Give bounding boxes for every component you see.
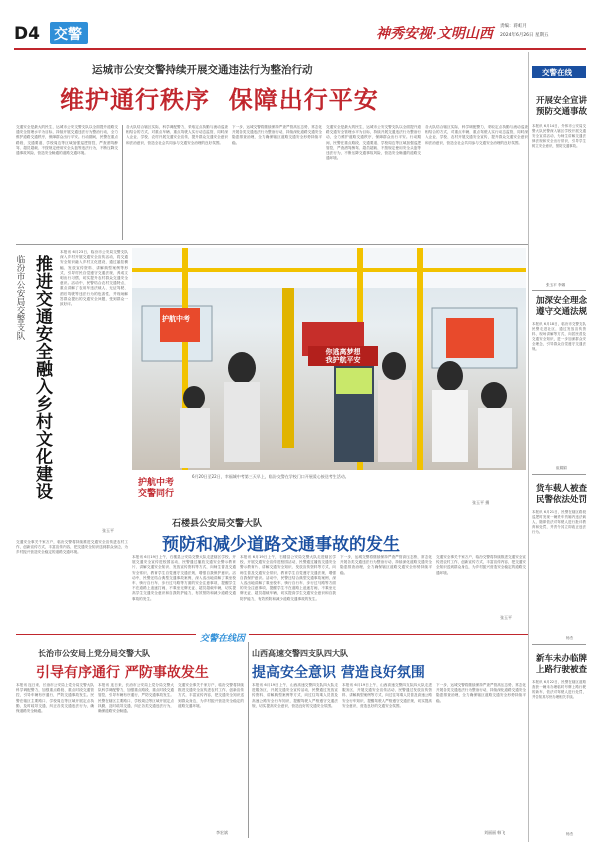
section-badge xyxy=(50,22,88,44)
bottom-right-col-1: 本报讯 6月19日上午，山西高速交警四支队四大队走进服务区，开展交通安全宣传活动，民警通过发放宣传资料、讲解典型案例等方式，向过往驾乘人员普及高速公路安全行车知识，提醒驾驶人严格遵守交通法规，切实提高安全意识，营造良好的交通安全氛围。 xyxy=(252,683,338,708)
bottom-left-title: 引导有序通行 严防事故发生 xyxy=(36,665,209,681)
bus-photo xyxy=(132,248,526,470)
photo-caption-author: 张玉平 摄 xyxy=(472,500,490,505)
bottom-divider xyxy=(248,642,249,838)
mid-story-col-4: 交通安全事关千家万户，临汾交警将持续推进交通安全宣传进农村工作，创新宣传方式，丰富宣传内容，把交通安全知识送到群众身边，为乡村振兴营造安全稳定的道路交通环境。 xyxy=(436,555,526,575)
sidebar-item-1-body: 本报讯 6月14日，介休市公安局交警大队民警深入辖区学校开展交通安全宣讲活动，为师生讲解交通法律法规和安全出行常识，引导学生树立安全意识，预防交通事故。 xyxy=(532,124,586,148)
left-story-rule xyxy=(16,244,528,245)
sidebar-rule-2 xyxy=(532,474,586,475)
photo-banner-main: 你逃离梦想 我护航平安 xyxy=(308,346,378,366)
photo-caption-text: 6月20日至22日，幸福城中考第三天早上，临汾交警在学校门口开展爱心接送考生活动。 xyxy=(192,474,349,479)
sidebar-rule-3 xyxy=(532,644,586,645)
bottom-left-author: 李宏斌 xyxy=(216,830,228,835)
bottom-right-subtitle: 山西高速交警四支队四大队 xyxy=(252,649,348,658)
section-label: 交警 xyxy=(54,27,82,43)
sidebar-item-2-author: 崔娟娟 xyxy=(556,466,567,470)
lead-column-4: 交通安全是最大的民生，运城市公安交警支队以全面提升道路交通安全管理水平为目标，持续开展交通违法行为整治行动，全力维护道路交通秩序，保障群众出行平安。行动期间，民警在重点路段、交通要道、学校周边等区域加强巡逻管控，严查酒驾醉驾、超员超载、不按规定使用安全头盔等违法行为，不断压降交通事故风险，营造安全畅通的道路交通环境。 xyxy=(326,125,421,161)
bottom-right-col-2: 本报讯 6月19日上午，山西高速交警四支队四大队走进服务区，开展交通安全宣传活动，民警通过发放宣传资料、讲解典型案例等方式，向过往驾乘人员普及高速公路安全行车知识，提醒驾驶人严格遵守交通法规，切实提高安全意识，营造良好的交通安全氛围。 xyxy=(342,683,432,708)
photo-caption-title: 护航中考 交警同行 xyxy=(138,478,175,499)
brand-logo: 神秀安视·文明山西 xyxy=(376,26,493,42)
lead-column-5: 各大队结合辖区实际，科学调配警力，采取定点执勤与流动巡查相结合的方式，对重点车辆、重点驾驶人实行动态监管，同时深入企业、学校、农村开展交通安全宣传，提升群众交通安全意识和法治意识，营造全社会共同参与交通安全治理的良好氛围。 xyxy=(425,125,528,145)
sidebar-label: 交警在线 xyxy=(542,68,572,77)
sidebar-item-3-title: 货车载人被查 民警依法处罚 xyxy=(536,484,588,505)
sidebar-item-1-author: 张玉平 李娜 xyxy=(546,283,566,287)
sidebar-item-4-title: 新车未办临牌 上路行驶被查 xyxy=(536,654,588,675)
lead-subtitle: 运城市公安交警持续开展交通违法行为整治行动 xyxy=(92,64,313,76)
bottom-right-col-3: 下一步，运城交警将继续保持严查严管高压态势，常态化开展各类交通违法行为整治行动，持续深化道路交通安全隐患排查治理，全力确保辖区道路交通安全形势持续平稳。 xyxy=(436,683,526,703)
left-story-author: 张玉平 xyxy=(102,528,114,533)
lead-column-1: 交通安全是最大的民生，运城市公安交警支队以全面提升道路交通安全管理水平为目标，持续开展交通违法行为整治行动，全力维护道路交通秩序，保障群众出行平安。行动期间，民警在重点路段、交通要道、学校周边等区域加强巡逻管控，严查酒驾醉驾、超员超载、不按规定使用安全头盔等违法行为，不断压降交通事故风险，营造安全畅通的道路交通环境。 xyxy=(16,125,118,156)
lead-title: 维护通行秩序 保障出行平安 xyxy=(60,86,379,114)
sidebar-item-3-author: 杨杰 xyxy=(566,636,574,640)
lead-column-2: 各大队结合辖区实际，科学调配警力，采取定点执勤与流动巡查相结合的方式，对重点车辆、重点驾驶人实行动态监管，同时深入企业、学校、农村开展交通安全宣传，提升群众交通安全意识和法治意识，营造全社会共同参与交通安全治理的良好氛围。 xyxy=(126,125,228,145)
page-number: D4 xyxy=(14,24,40,44)
bottom-left-col-2: 本报讯 连日来，长治市公安局上党分局交警大队科学调配警力，加强重点路段、重点时段交通管控，引导车辆有序通行，严防交通事故发生。民警在辖区主要路口、学校周边等区域开展定点执勤，及时疏导交通，纠正各类交通违法行为，确保道路安全畅通。 xyxy=(98,683,174,714)
bottom-left-col-3: 交通安全事关千家万户，临汾交警将持续推进交通安全宣传进农村工作，创新宣传方式，丰富宣传内容，把交通安全知识送到群众身边，为乡村振兴营造安全稳定的道路交通环境。 xyxy=(178,683,244,708)
photo-caption-box xyxy=(132,470,526,510)
sidebar-item-1-title: 开展安全宣讲 预防交通事故 xyxy=(536,96,588,117)
left-story-body: 本报讯 6月23日，临汾市公安局交警支队深入乡村开展交通安全宣传活动，将交通安全知识融入乡村文化建设，通过悬挂横幅、发放宣传资料、讲解典型案例等形式，引导村民自觉遵守交通法规，养成文明出行习惯，切实提升农村群众交通安全意识。活动中，民警结合农村交通特点，重点讲解了农用车违法载人、无证驾驶、酒后驾驶等违法行为的危害性，并现场解答群众提出的交通安全问题，受到群众一致好评。 xyxy=(60,250,128,307)
bottom-left-col-1: 本报讯 连日来，长治市公安局上党分局交警大队科学调配警力，加强重点路段、重点时段交通管控，引导车辆有序通行，严防交通事故发生。民警在辖区主要路口、学校周边等区域开展定点执勤，及时疏导交通，纠正各类交通违法行为，确保道路安全畅通。 xyxy=(16,683,94,714)
left-story-subtitle: 临汾市公安局交警支队 xyxy=(15,255,25,340)
bottom-right-author: 刘丽丽 韩飞 xyxy=(484,830,506,835)
date-line: 2024年6月26日 星期五 xyxy=(500,33,549,38)
sidebar-item-2-title: 加深安全理念 遵守交通法规 xyxy=(536,296,588,317)
header-rule xyxy=(14,48,586,50)
mid-story-col-3: 下一步，运城交警将继续保持严查严管高压态势，常态化开展各类交通违法行为整治行动，持续深化道路交通安全隐患排查治理，全力确保辖区道路交通安全形势持续平稳。 xyxy=(340,555,432,575)
sidebar-divider xyxy=(528,52,529,842)
bottom-section-label: 交警在线因 xyxy=(196,631,249,644)
sidebar-item-2-body: 本报讯 6月18日，临汾市交警支队民警走进社区，通过发放宣传资料、现场讲解等方式，向居民普及交通安全知识，进一步加深群众安全理念，引导群众自觉遵守交通法规。 xyxy=(532,322,586,351)
left-story-body-bottom: 交通安全事关千家万户，临汾交警将持续推进交通安全宣传进农村工作，创新宣传方式，丰富宣传内容，把交通安全知识送到群众身边，为乡村振兴营造安全稳定的道路交通环境。 xyxy=(16,540,128,555)
bottom-section-rule xyxy=(16,634,528,635)
mid-story-col-1: 本报讯 6月19日上午，石楼县公安局交警大队走进辖区学校，开展交通安全宣传进校园活动，民警通过播放交通安全警示教育片、讲解交通安全知识、发放宣传资料等方式，向师生普及交通安全常识，教育学生自觉遵守交通法规，增强自我保护意识。活动中，民警还结合典型交通事故案例，深入浅出地讲解了乘坐校车、骑行自行车、步行过马路等方面的安全注意事项，提醒学生不在道路上追逐打闹，不乘坐无牌无证、超员超载车辆，切实提高学生交通安全意识和自我防护能力，有效预防和减少道路交通事故的发生。 xyxy=(132,555,236,601)
sidebar-item-4-body: 本报讯 6月22日，民警在辖区道路查获一辆未办理临时号牌上路行驶的新车，依法对驾驶人进行处罚，并告知其尽快办理相关手续。 xyxy=(532,680,586,699)
lead-column-3: 下一步，运城交警将继续保持严查严管高压态势，常态化开展各类交通违法行为整治行动，持续深化道路交通安全隐患排查治理，全力确保辖区道路交通安全形势持续平稳。 xyxy=(232,125,322,145)
col-divider xyxy=(122,125,123,240)
bottom-right-title: 提高安全意识 营造良好氛围 xyxy=(252,665,425,681)
header xyxy=(14,22,586,46)
mid-story-subtitle: 石楼县公安局交警大队 xyxy=(172,519,263,529)
bottom-left-subtitle: 长治市公安局上党分局交警大队 xyxy=(38,649,150,658)
mid-story-author: 张玉平 xyxy=(500,615,512,620)
sidebar-item-3-body: 本报讯 6月21日，民警在辖区路段巡逻时发现一辆货车货厢内违法载人，随即依法对驾驶人进行批评教育和处罚，并责令其立即改正违法行为。 xyxy=(532,510,586,534)
photo-banner-side: 护航中考 xyxy=(162,315,190,323)
editor-line: 责编：蒋虹月 xyxy=(500,24,527,29)
sidebar-item-4-author: 杨杰 xyxy=(566,832,574,836)
left-story-title: 推进交通安全融入乡村文化建设 xyxy=(32,255,52,500)
sidebar-label-badge xyxy=(532,66,586,78)
sidebar-rule-1 xyxy=(532,290,586,291)
mid-story-title: 预防和减少道路交通事故的发生 xyxy=(162,535,400,555)
mid-story-col-2: 本报讯 6月19日上午，石楼县公安局交警大队走进辖区学校，开展交通安全宣传进校园活动，民警通过播放交通安全警示教育片、讲解交通安全知识、发放宣传资料等方式，向师生普及交通安全常识，教育学生自觉遵守交通法规，增强自我保护意识。活动中，民警还结合典型交通事故案例，深入浅出地讲解了乘坐校车、骑行自行车、步行过马路等方面的安全注意事项，提醒学生不在道路上追逐打闹，不乘坐无牌无证、超员超载车辆，切实提高学生交通安全意识和自我防护能力，有效预防和减少道路交通事故的发生。 xyxy=(240,555,336,601)
